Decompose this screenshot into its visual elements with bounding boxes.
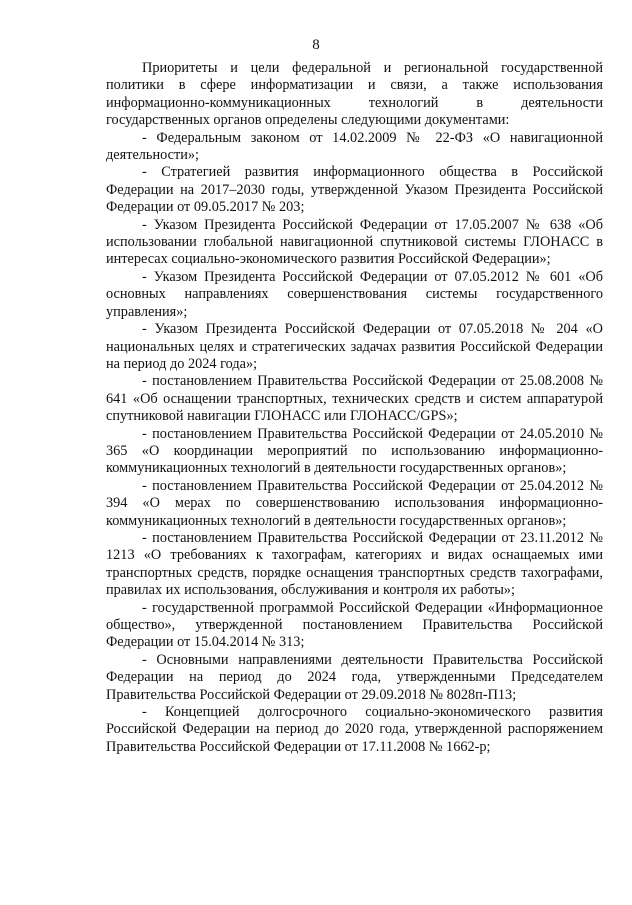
list-item-resolution-365: - постановлением Правительства Российской Федерации от 24.05.2010 № 365 «О координации мероприятий по использованию информационно-коммуникационных технологий в деятельности государственных органов»; [106,425,603,477]
list-item-decree-601: - Указом Президента Российской Федерации от 07.05.2012 № 601 «Об основных направлениях совершенствования системы государственного управления»; [106,268,603,320]
list-item-strategy: - Стратегией развития информационного общества в Российской Федерации на 2017–2030 годы, утвержденной Указом Президента Российской Федерации от 09.05.2017 № 203; [106,164,603,216]
list-item-resolution-1213: - постановлением Правительства Российской Федерации от 23.11.2012 № 1213 «О требованиях к тахографам, категориях и видах оснащаемых ими транспортных средств, порядке оснащения транспортных средств тахографами, правилах их использования, обслуживания и контроля их работы»; [106,529,603,599]
list-item-concept-2020: - Концепцией долгосрочного социально-экономического развития Российской Федерации на период до 2020 года, утвержденной распоряжением Правительства Российской Федерации от 17.11.2008 № 1662-р; [106,704,603,755]
intro-paragraph: Приоритеты и цели федеральной и региональной государственной политики в сфере информатизации и связи, а также использования информационно-коммуникационных технологий в деятельности государственных органов определены следующими документами: [106,60,603,129]
list-item-decree-204: - Указом Президента Российской Федерации от 07.05.2018 № 204 «О национальных целях и стратегических задачах развития Российской Федерации на период до 2024 года»; [106,321,603,372]
list-item-federal-law: - Федеральным законом от 14.02.2009 № 22-ФЗ «О навигационной деятельности»; [106,129,603,164]
list-item-decree-638: - Указом Президента Российской Федерации от 17.05.2007 № 638 «Об использовании глобальной навигационной спутниковой системы ГЛОНАСС в интересах социально-экономического развития Российской Федерации»; [106,216,603,268]
page-number: 8 [312,37,320,53]
list-item-resolution-641: - постановлением Правительства Российской Федерации от 25.08.2008 № 641 «Об оснащении транспортных, технических средств и систем аппаратурой спутниковой навигации ГЛОНАСС или ГЛОНАСС/GPS»; [106,373,603,425]
list-item-government-directions: - Основными направлениями деятельности Правительства Российской Федерации на период до 2024 года, утвержденными Председателем Правительства Российской Федерации от 29.09.2018 № 8028п-П13; [106,651,603,703]
list-item-resolution-394: - постановлением Правительства Российской Федерации от 25.04.2012 № 394 «О мерах по совершенствованию использования информационно-коммуникационных технологий в деятельности государственных органов»; [106,477,603,529]
document-body [106,60,603,756]
list-item-state-program: - государственной программой Российской Федерации «Информационное общество», утвержденной постановлением Правительства Российской Федерации от 15.04.2014 № 313; [106,599,603,651]
